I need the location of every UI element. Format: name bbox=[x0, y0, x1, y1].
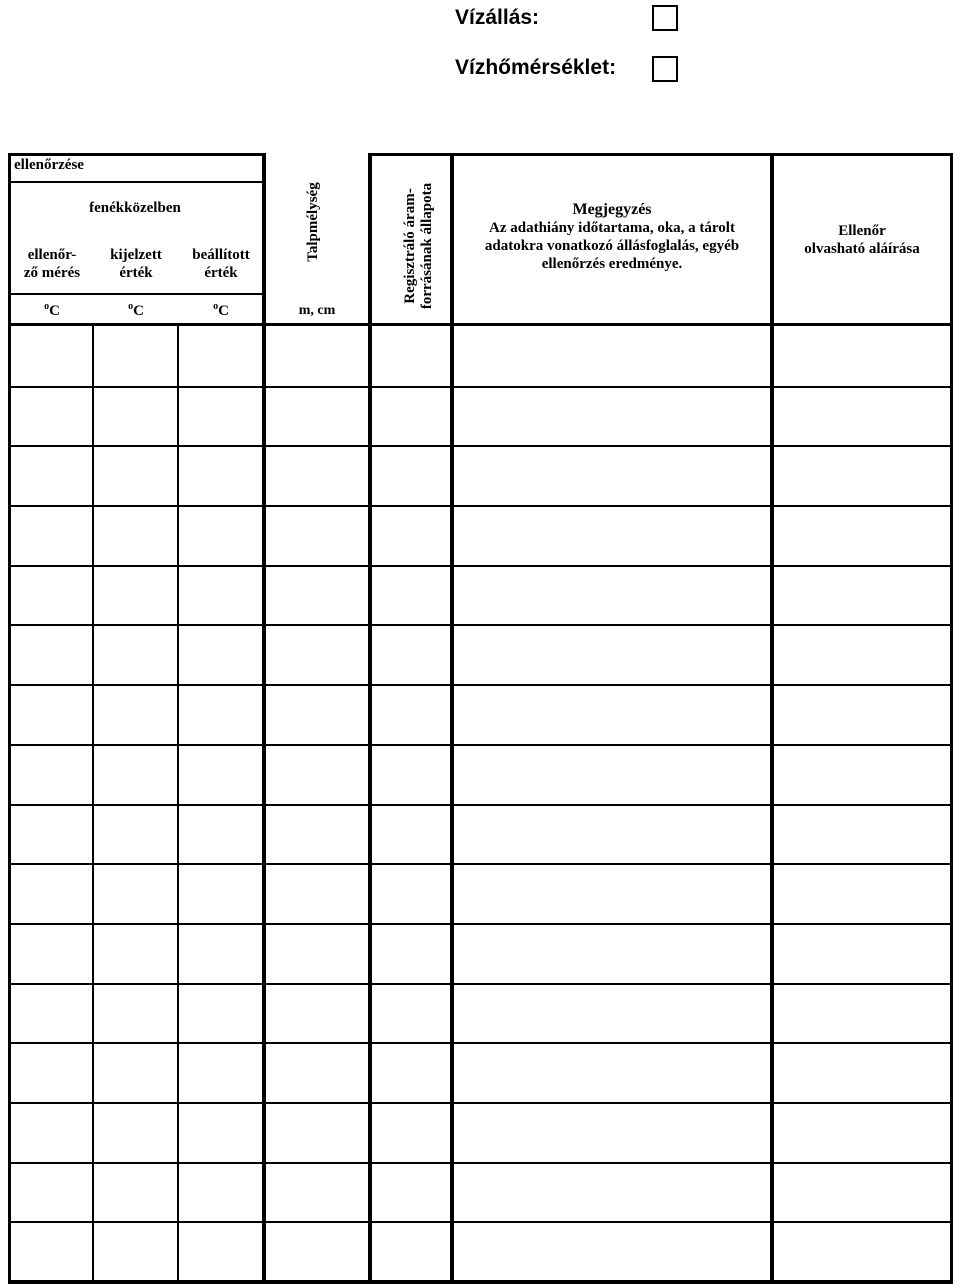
cell-aramforras-allapot[interactable] bbox=[372, 328, 450, 385]
col-header-beallitott-line1: beállított bbox=[192, 247, 250, 263]
cell-ellenorzo-meres[interactable] bbox=[11, 925, 92, 982]
cell-talpmelyseg[interactable] bbox=[266, 985, 368, 1042]
vizallas-label: Vízállás: bbox=[455, 6, 540, 29]
megjegyzes-line1: Az adathiány időtartama, oka, a tárolt bbox=[489, 220, 735, 236]
cell-talpmelyseg[interactable] bbox=[266, 388, 368, 445]
col-header-aramforras bbox=[402, 166, 438, 326]
ellenor-line1: Ellenőr bbox=[838, 223, 886, 239]
col-header-talpmelyseg: Talpmélység bbox=[305, 182, 321, 262]
cell-ellenorzo-meres[interactable] bbox=[11, 686, 92, 743]
col-header-aramforras-line1: Regisztráló áram- bbox=[402, 188, 418, 304]
cell-beallitott-ertek[interactable] bbox=[179, 925, 262, 982]
cell-ellenor-alairas[interactable] bbox=[774, 746, 950, 803]
col-header-ellenorzo-meres bbox=[14, 246, 90, 282]
cell-talpmelyseg[interactable] bbox=[266, 507, 368, 564]
cell-ellenor-alairas[interactable] bbox=[774, 447, 950, 504]
cell-beallitott-ertek[interactable] bbox=[179, 328, 262, 385]
table-top-border-left bbox=[8, 153, 262, 156]
cell-megjegyzes[interactable] bbox=[454, 686, 770, 743]
megjegyzes-line2: adatokra vonatkozó állásfoglalás, egyéb bbox=[484, 238, 740, 254]
cell-aramforras-allapot[interactable] bbox=[372, 388, 450, 445]
cell-megjegyzes[interactable] bbox=[454, 865, 770, 922]
table-right-border bbox=[950, 153, 953, 1284]
cell-beallitott-ertek[interactable] bbox=[179, 865, 262, 922]
cell-aramforras-allapot[interactable] bbox=[372, 1164, 450, 1221]
cell-megjegyzes[interactable] bbox=[454, 985, 770, 1042]
cell-megjegyzes[interactable] bbox=[454, 1044, 770, 1101]
cell-kijelzett-ertek[interactable] bbox=[94, 806, 177, 863]
cell-aramforras-allapot[interactable] bbox=[372, 865, 450, 922]
cell-talpmelyseg[interactable] bbox=[266, 1164, 368, 1221]
col-header-kijelzett-line1: kijelzett bbox=[110, 247, 162, 263]
cell-ellenorzo-meres[interactable] bbox=[11, 865, 92, 922]
cell-beallitott-ertek[interactable] bbox=[179, 507, 262, 564]
cell-kijelzett-ertek[interactable] bbox=[94, 1164, 177, 1221]
cell-talpmelyseg[interactable] bbox=[266, 925, 368, 982]
cell-talpmelyseg[interactable] bbox=[266, 567, 368, 624]
cell-beallitott-ertek[interactable] bbox=[179, 1164, 262, 1221]
col-header-ellenorzo-line2: ző mérés bbox=[23, 265, 81, 281]
cell-kijelzett-ertek[interactable] bbox=[94, 507, 177, 564]
cell-ellenor-alairas[interactable] bbox=[774, 507, 950, 564]
col-header-kijelzett-ertek bbox=[96, 246, 176, 282]
cell-beallitott-ertek[interactable] bbox=[179, 447, 262, 504]
cell-megjegyzes[interactable] bbox=[454, 806, 770, 863]
cell-aramforras-allapot[interactable] bbox=[372, 447, 450, 504]
cell-aramforras-allapot[interactable] bbox=[372, 925, 450, 982]
cell-talpmelyseg[interactable] bbox=[266, 865, 368, 922]
cell-talpmelyseg[interactable] bbox=[266, 626, 368, 683]
cell-ellenorzo-meres[interactable] bbox=[11, 507, 92, 564]
cell-ellenor-alairas[interactable] bbox=[774, 1044, 950, 1101]
cell-kijelzett-ertek[interactable] bbox=[94, 567, 177, 624]
cell-ellenor-alairas[interactable] bbox=[774, 328, 950, 385]
cell-ellenor-alairas[interactable] bbox=[774, 985, 950, 1042]
cell-kijelzett-ertek[interactable] bbox=[94, 1044, 177, 1101]
cell-ellenorzo-meres[interactable] bbox=[11, 1104, 92, 1161]
cell-ellenor-alairas[interactable] bbox=[774, 806, 950, 863]
cell-kijelzett-ertek[interactable] bbox=[94, 985, 177, 1042]
unit-celsius-1: $^o$C bbox=[44, 301, 60, 319]
cell-aramforras-allapot[interactable] bbox=[372, 806, 450, 863]
cell-aramforras-allapot[interactable] bbox=[372, 1104, 450, 1161]
cell-megjegyzes[interactable] bbox=[454, 567, 770, 624]
cell-kijelzett-ertek[interactable] bbox=[94, 626, 177, 683]
cell-talpmelyseg[interactable] bbox=[266, 806, 368, 863]
col-header-ellenorzo-line1: ellenőr- bbox=[27, 247, 77, 263]
cell-talpmelyseg[interactable] bbox=[266, 1044, 368, 1101]
cell-megjegyzes[interactable] bbox=[454, 1223, 770, 1280]
cell-talpmelyseg[interactable] bbox=[266, 686, 368, 743]
header-bottom-border bbox=[8, 323, 952, 326]
cell-megjegyzes[interactable] bbox=[454, 447, 770, 504]
cell-ellenor-alairas[interactable] bbox=[774, 925, 950, 982]
cell-ellenorzo-meres[interactable] bbox=[11, 447, 92, 504]
cell-kijelzett-ertek[interactable] bbox=[94, 686, 177, 743]
cell-ellenorzo-meres[interactable] bbox=[11, 388, 92, 445]
cell-kijelzett-ertek[interactable] bbox=[94, 925, 177, 982]
cell-aramforras-allapot[interactable] bbox=[372, 1044, 450, 1101]
cell-ellenorzo-meres[interactable] bbox=[11, 1164, 92, 1221]
cell-beallitott-ertek[interactable] bbox=[179, 567, 262, 624]
cell-ellenorzo-meres[interactable] bbox=[11, 328, 92, 385]
cell-ellenor-alairas[interactable] bbox=[774, 1104, 950, 1161]
group-title: ellenőrzése bbox=[14, 157, 84, 173]
cell-ellenorzo-meres[interactable] bbox=[11, 746, 92, 803]
cell-megjegyzes[interactable] bbox=[454, 925, 770, 982]
cell-aramforras-allapot[interactable] bbox=[372, 1223, 450, 1280]
col-header-kijelzett-line2: érték bbox=[119, 265, 153, 281]
cell-ellenor-alairas[interactable] bbox=[774, 1164, 950, 1221]
unit-celsius-3: $^o$C bbox=[213, 301, 229, 319]
col-header-beallitott-ertek bbox=[180, 246, 262, 282]
cell-beallitott-ertek[interactable] bbox=[179, 1104, 262, 1161]
cell-ellenor-alairas[interactable] bbox=[774, 1223, 950, 1280]
cell-beallitott-ertek[interactable] bbox=[179, 985, 262, 1042]
unit-celsius-2: $^o$C bbox=[128, 301, 144, 319]
cell-ellenor-alairas[interactable] bbox=[774, 567, 950, 624]
unit-divider bbox=[8, 293, 262, 295]
cell-talpmelyseg[interactable] bbox=[266, 447, 368, 504]
cell-kijelzett-ertek[interactable] bbox=[94, 388, 177, 445]
cell-aramforras-allapot[interactable] bbox=[372, 746, 450, 803]
cell-ellenor-alairas[interactable] bbox=[774, 686, 950, 743]
table-top-border-right bbox=[368, 153, 952, 156]
cell-ellenorzo-meres[interactable] bbox=[11, 567, 92, 624]
cell-kijelzett-ertek[interactable] bbox=[94, 865, 177, 922]
unit-depth: m, cm bbox=[298, 303, 336, 318]
cell-ellenorzo-meres[interactable] bbox=[11, 806, 92, 863]
col-header-beallitott-line2: érték bbox=[204, 265, 238, 281]
cell-ellenorzo-meres[interactable] bbox=[11, 1223, 92, 1280]
cell-beallitott-ertek[interactable] bbox=[179, 806, 262, 863]
cell-ellenor-alairas[interactable] bbox=[774, 626, 950, 683]
cell-megjegyzes[interactable] bbox=[454, 626, 770, 683]
cell-aramforras-allapot[interactable] bbox=[372, 567, 450, 624]
col-header-megjegyzes bbox=[454, 201, 770, 273]
table-bottom-border bbox=[8, 1280, 952, 1284]
cell-ellenorzo-meres[interactable] bbox=[11, 626, 92, 683]
cell-kijelzett-ertek[interactable] bbox=[94, 328, 177, 385]
group-divider bbox=[8, 181, 262, 183]
cell-ellenor-alairas[interactable] bbox=[774, 388, 950, 445]
cell-kijelzett-ertek[interactable] bbox=[94, 447, 177, 504]
cell-talpmelyseg[interactable] bbox=[266, 746, 368, 803]
cell-megjegyzes[interactable] bbox=[454, 388, 770, 445]
cell-megjegyzes[interactable] bbox=[454, 746, 770, 803]
ellenor-line2: olvasható aláírása bbox=[804, 241, 920, 257]
cell-aramforras-allapot[interactable] bbox=[372, 686, 450, 743]
cell-beallitott-ertek[interactable] bbox=[179, 1044, 262, 1101]
cell-aramforras-allapot[interactable] bbox=[372, 507, 450, 564]
cell-talpmelyseg[interactable] bbox=[266, 1104, 368, 1161]
cell-kijelzett-ertek[interactable] bbox=[94, 1223, 177, 1280]
cell-kijelzett-ertek[interactable] bbox=[94, 746, 177, 803]
vizhomerseklet-label: Vízhőmérséklet: bbox=[455, 56, 617, 79]
megjegyzes-title: Megjegyzés bbox=[572, 201, 652, 218]
cell-kijelzett-ertek[interactable] bbox=[94, 1104, 177, 1161]
cell-beallitott-ertek[interactable] bbox=[179, 626, 262, 683]
cell-megjegyzes[interactable] bbox=[454, 1104, 770, 1161]
cell-ellenorzo-meres[interactable] bbox=[11, 1044, 92, 1101]
cell-ellenor-alairas[interactable] bbox=[774, 865, 950, 922]
cell-aramforras-allapot[interactable] bbox=[372, 626, 450, 683]
cell-beallitott-ertek[interactable] bbox=[179, 686, 262, 743]
cell-ellenorzo-meres[interactable] bbox=[11, 985, 92, 1042]
subgroup-title: fenékközelben bbox=[89, 200, 181, 216]
col-header-aramforras-line2: forrásának állapota bbox=[418, 182, 435, 310]
col-header-ellenor bbox=[774, 222, 950, 258]
cell-talpmelyseg[interactable] bbox=[266, 328, 368, 385]
cell-aramforras-allapot[interactable] bbox=[372, 985, 450, 1042]
megjegyzes-line3: ellenőrzés eredménye. bbox=[541, 256, 683, 272]
cell-beallitott-ertek[interactable] bbox=[179, 1223, 262, 1280]
cell-megjegyzes[interactable] bbox=[454, 1164, 770, 1221]
cell-megjegyzes[interactable] bbox=[454, 328, 770, 385]
cell-megjegyzes[interactable] bbox=[454, 507, 770, 564]
cell-beallitott-ertek[interactable] bbox=[179, 746, 262, 803]
cell-talpmelyseg[interactable] bbox=[266, 1223, 368, 1280]
cell-beallitott-ertek[interactable] bbox=[179, 388, 262, 445]
